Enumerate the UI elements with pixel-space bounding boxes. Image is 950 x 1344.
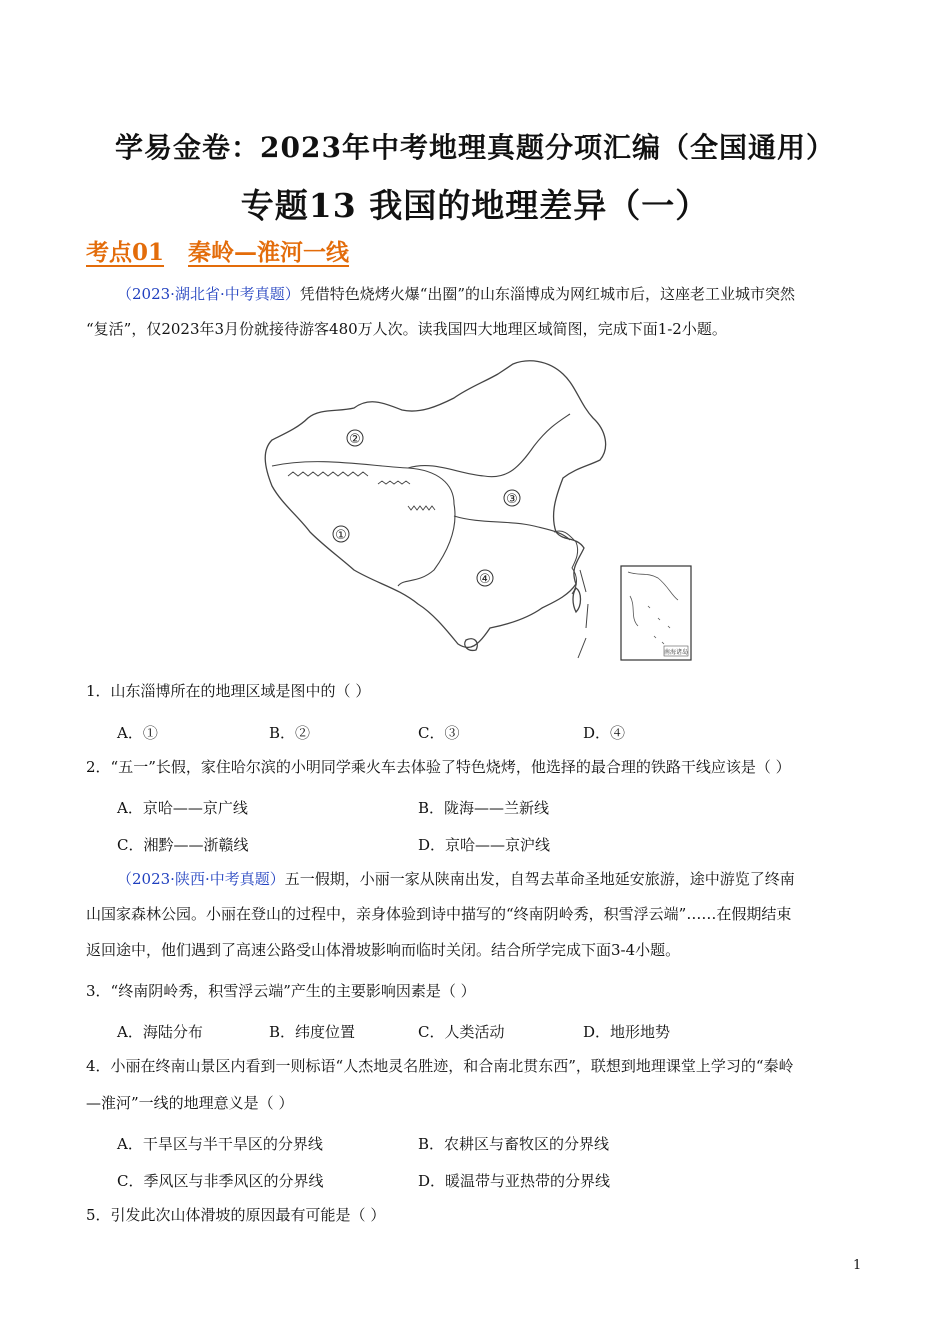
q3-option-b[interactable]: B．纬度位置 — [269, 1023, 356, 1041]
q3-option-d[interactable]: D．地形地势 — [583, 1023, 671, 1041]
boundary-qinling-huaihe — [454, 516, 570, 540]
intro1-text1: 凭借特色烧烤火爆“出圈”的山东淄博成为网红城市后，这座老工业城市突然 — [299, 285, 796, 303]
island-marks — [578, 570, 588, 658]
page-number: 1 — [853, 1258, 862, 1273]
intro2-source: （2023·陕西·中考真题） — [117, 870, 285, 888]
kunlun-mountains — [288, 472, 368, 476]
china-regions-map — [258, 356, 698, 666]
document-subtitle: 专题13 我国的地理差异（一） — [240, 186, 710, 225]
south-china-sea-inset — [621, 566, 691, 660]
intro1-line2: “复活”，仅2023年3月份就接待游客480万人次。读我国四大地理区域简图，完成下面1-2小题。 — [86, 320, 727, 338]
q4-option-c[interactable]: C．季风区与非季风区的分界线 — [117, 1172, 324, 1190]
q2-stem: 2．“五一”长假，家住哈尔滨的小明同学乘火车去体验了特色烧烤，他选择的最合理的铁路干线应该是（ ） — [86, 758, 791, 776]
q1-option-c[interactable]: C．③ — [418, 724, 460, 742]
q3-stem: 3．“终南阴岭秀，积雪浮云端”产生的主要影响因素是（ ） — [86, 982, 476, 1000]
intro1-source: （2023·湖北省·中考真题） — [117, 285, 300, 303]
q3-option-a[interactable]: A．海陆分布 — [117, 1023, 203, 1041]
intro1-line1 — [117, 287, 795, 302]
q2-option-a[interactable]: A．京哈——京广线 — [117, 799, 248, 817]
document-title: 学易金卷：2023年中考地理真题分项汇编（全国通用） — [115, 131, 835, 164]
hengduan-mountains — [408, 506, 435, 510]
q2-option-b[interactable]: B．陇海——兰新线 — [418, 799, 550, 817]
china-outline — [265, 361, 605, 648]
region-label-4: ④ — [479, 572, 491, 587]
q3-option-c[interactable]: C．人类活动 — [418, 1023, 505, 1041]
region-label-2: ② — [349, 432, 361, 447]
q2-option-c[interactable]: C．湘黔——浙赣线 — [117, 836, 249, 854]
east-coastline — [554, 531, 578, 594]
q4-stem-line1: 4．小丽在终南山景区内看到一则标语“人杰地灵名胜迹，和合南北贯东西”，联想到地理课堂上学习的“秦岭 — [86, 1057, 794, 1075]
q4-option-b[interactable]: B．农耕区与畜牧区的分界线 — [418, 1135, 610, 1153]
region-label-3: ③ — [506, 492, 518, 507]
q5-stem: 5．引发此次山体滑坡的原因最有可能是（ ） — [86, 1206, 386, 1224]
q1-option-b[interactable]: B．② — [269, 724, 311, 742]
intro2-line2: 山国家森林公园。小丽在登山的过程中，亲身体验到诗中描写的“终南阴岭秀，积雪浮云端”……在假期结束 — [86, 905, 792, 923]
q2-option-d[interactable]: D．京哈——京沪线 — [418, 836, 551, 854]
section-label: 考点01 — [86, 239, 165, 266]
intro2-text1: 五一假期，小丽一家从陕南出发，自驾去革命圣地延安旅游，途中游览了终南 — [284, 870, 795, 888]
q1-option-a[interactable]: A．① — [117, 724, 158, 742]
inset-label: 南海诸岛 — [663, 649, 689, 656]
section-topic: 秦岭—淮河一线 — [188, 239, 350, 266]
intro2-line3: 返回途中，他们遇到了高速公路受山体滑坡影响而临时关闭。结合所学完成下面3-4小题。 — [86, 941, 681, 959]
section-heading — [86, 234, 373, 267]
q4-option-a[interactable]: A．干旱区与半干旱区的分界线 — [117, 1135, 323, 1153]
intro2-line1 — [117, 872, 795, 887]
qilian-mountains — [378, 481, 410, 484]
q1-stem: 1．山东淄博所在的地理区域是图中的（ ） — [86, 682, 371, 700]
q1-option-d[interactable]: D．④ — [583, 724, 626, 742]
boundary-qinghai-tibet — [272, 462, 455, 586]
q4-option-d[interactable]: D．暖温带与亚热带的分界线 — [418, 1172, 611, 1190]
region-label-1: ① — [335, 528, 347, 543]
q4-stem-line2: —淮河”一线的地理意义是（ ） — [86, 1094, 294, 1112]
boundary-north-northwest — [408, 414, 570, 477]
